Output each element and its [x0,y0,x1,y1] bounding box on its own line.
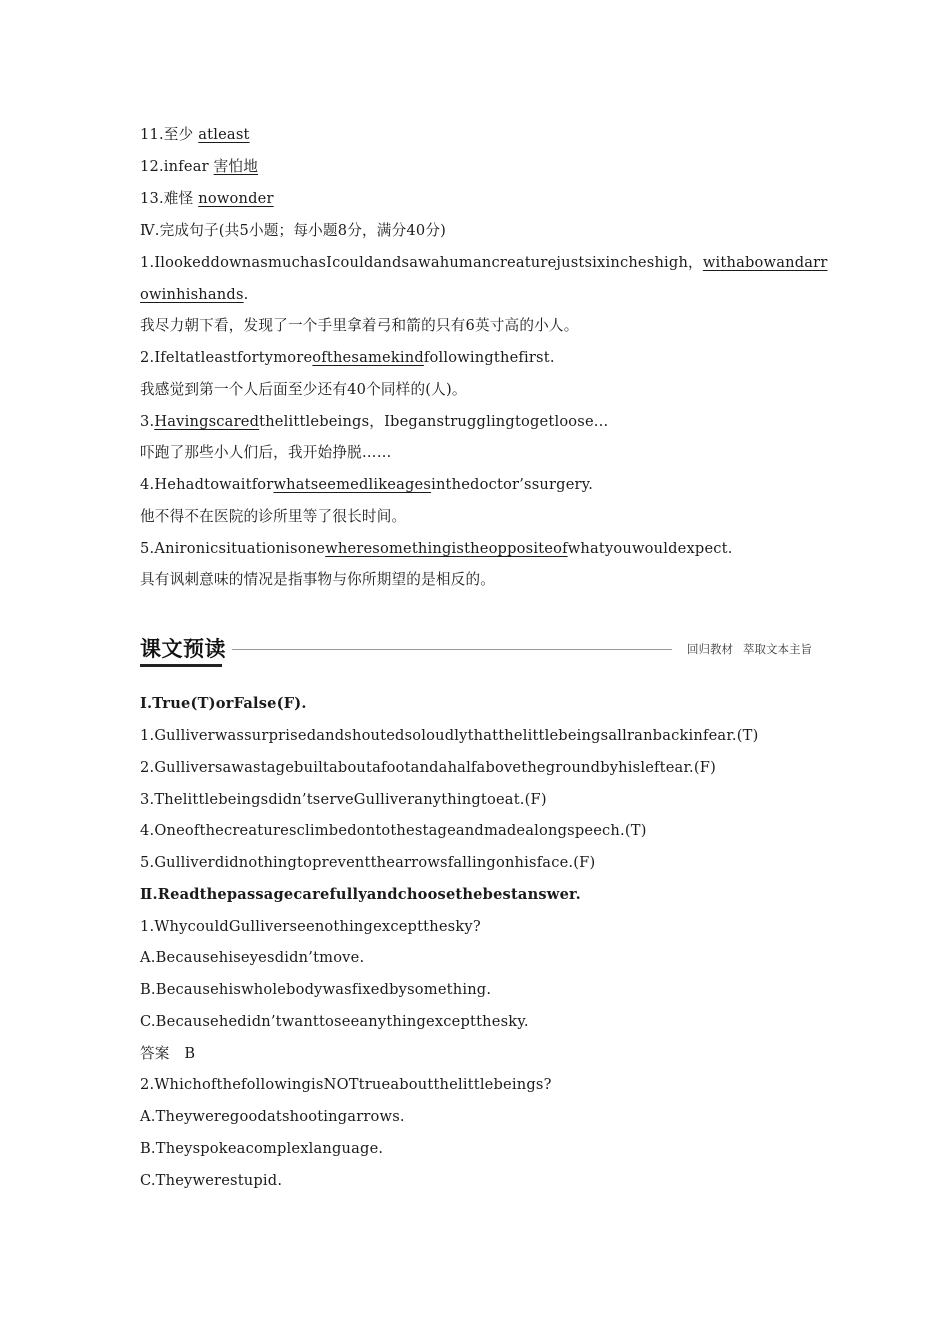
sentence-1-en-line2 [140,285,248,305]
mc-q1-option-b: B.Becausehiswholebodywasfixedbysomething. [140,981,492,998]
sentence-text: followingthefirst. [423,349,555,366]
tf-item-2: 2.Gulliversawastagebuiltaboutafootandahalfabovethegroundbyhisleftear.(F) [140,759,716,776]
sentence-answer: Havingscared [154,413,260,430]
section-title: 课文预读 [140,637,226,661]
vocab-prompt: 12.infear [140,158,209,175]
sentence-answer: withabowandarr [702,254,828,271]
mc-heading: Ⅱ.Readthepassagecarefullyandchoosethebestanswer. [140,886,581,903]
sentence-answer: wheresomethingistheoppositeof [325,540,568,557]
tf-heading: Ⅰ.True(T)orFalse(F). [140,695,307,712]
sentence-text: 5.Anironicsituationisone [140,540,326,557]
sentence-3-en [140,412,608,432]
sentence-5-en [140,539,733,559]
section-header [140,634,812,670]
tf-item-4: 4.Oneofthecreaturesclimbedontothestageandmadealongspeech.(T) [140,822,647,839]
section-title-underline [140,664,222,667]
mc-q1-option-c: C.Becausehedidn’twanttoseeanythingexceptthesky. [140,1013,529,1030]
part4-heading: Ⅳ.完成句子(共5小题；每小题8分，满分40分) [140,222,447,239]
mc-q2-option-c: C.Theywerestupid. [140,1172,283,1189]
vocab-prompt: 11.至少 [140,126,194,143]
sentence-text: 2.Ifeltatleastfortymore [140,349,313,366]
vocab-item-12 [140,157,258,177]
vocab-item-13 [140,189,274,209]
tf-item-5: 5.Gulliverdidnothingtopreventthearrowsfallingonhisface.(F) [140,854,596,871]
tf-item-1: 1.Gulliverwassurprisedandshoutedsoloudlythatthelittlebeingsallranbackinfear.(T) [140,727,759,744]
mc-question-2: 2.WhichofthefollowingisNOTtrueaboutthelittlebeings? [140,1076,552,1093]
mc-q2-option-a: A.Theyweregoodatshootingarrows. [140,1108,405,1125]
sentence-text: inthedoctor’ssurgery. [431,476,594,493]
sentence-1-en-line1 [140,253,828,273]
tf-item-3: 3.Thelittlebeingsdidn’tserveGulliveranythingtoeat.(F) [140,791,547,808]
vocab-answer: 害怕地 [213,158,259,175]
section-subtitle-part1: 回归教材 [687,642,733,656]
sentence-text: thelittlebeings，Ibeganstrugglingtogetloose... [259,413,609,430]
section-subtitle-part2: 萃取文本主旨 [743,642,812,656]
mc-q1-option-a: A.Becausehiseyesdidn’tmove. [140,949,365,966]
sentence-text: 1.IlookeddownasmuchasIcouldandsawahumancreaturejustsixincheshigh， [140,254,703,271]
sentence-5-zh: 具有讽刺意味的情况是指事物与你所期望的是相反的。 [140,571,496,588]
mc-question-1: 1.WhycouldGulliverseenothingexceptthesky? [140,918,481,935]
sentence-2-zh: 我感觉到第一个人后面至少还有40个同样的(人)。 [140,381,467,398]
sentence-text: 3. [140,413,155,430]
sentence-text: 4.Hehadtowaitfor [140,476,274,493]
mc-q1-answer: 答案 B [140,1045,196,1062]
sentence-answer: owinhishands [140,286,244,303]
sentence-1-zh: 我尽力朝下看，发现了一个手里拿着弓和箭的只有6英寸高的小人。 [140,317,579,334]
section-divider [232,649,672,650]
sentence-4-en [140,475,593,495]
section-subtitle [687,640,812,658]
sentence-answer: whatseemedlikeages [273,476,432,493]
sentence-text: . [243,286,249,303]
sentence-3-zh: 吓跑了那些小人们后，我开始挣脱…… [140,444,392,461]
sentence-4-zh: 他不得不在医院的诊所里等了很长时间。 [140,508,407,525]
mc-q2-option-b: B.Theyspokeacomplexlanguage. [140,1140,384,1157]
vocab-prompt: 13.难怪 [140,190,194,207]
sentence-2-en [140,348,555,368]
vocab-item-11 [140,125,250,145]
vocab-answer: nowonder [198,190,274,207]
vocab-answer: atleast [198,126,250,143]
sentence-text: whatyouwouldexpect. [567,540,733,557]
sentence-answer: ofthesamekind [312,349,424,366]
